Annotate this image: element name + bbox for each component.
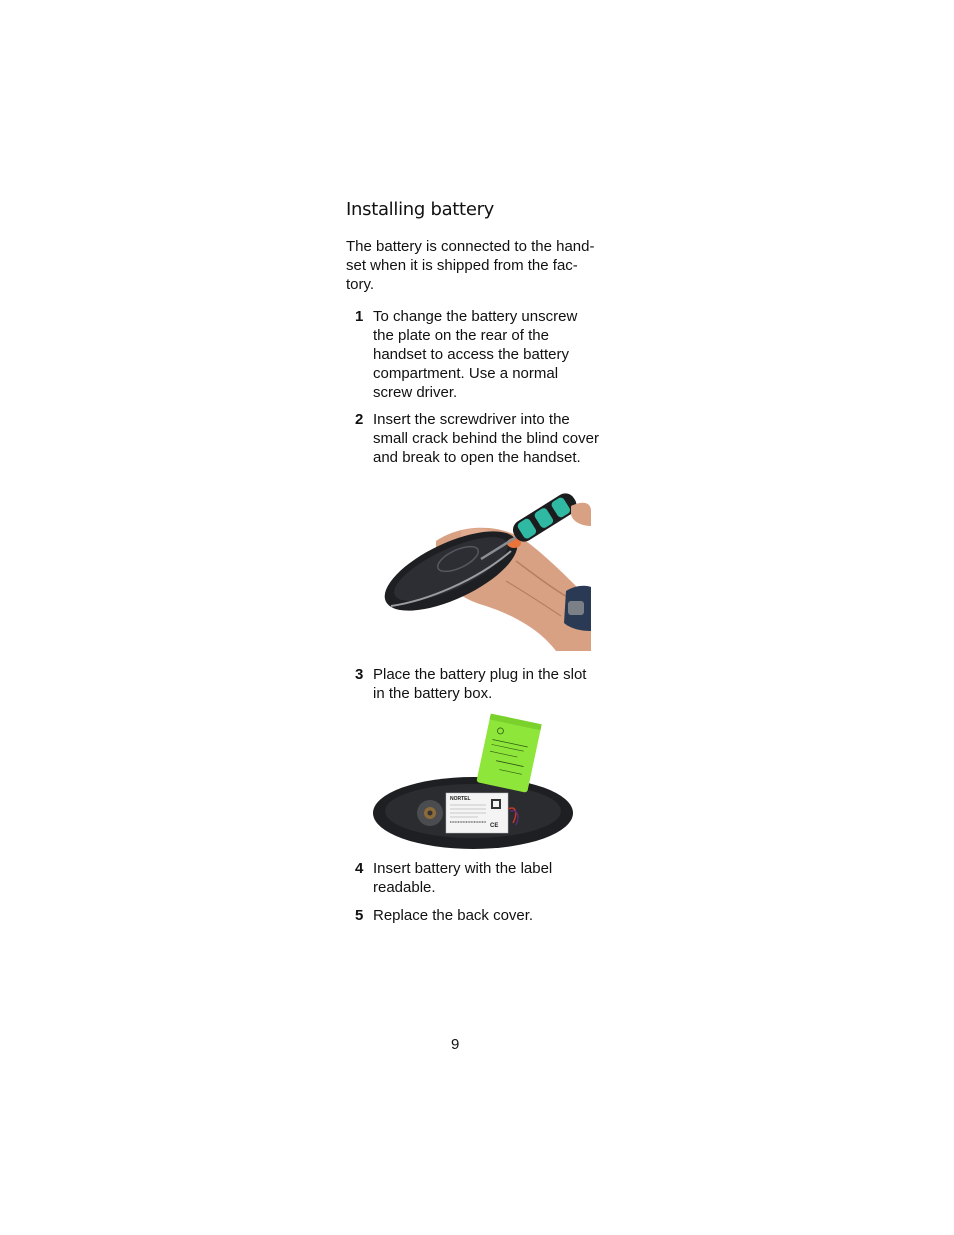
step-line: small crack behind the blind cover (373, 430, 599, 447)
step-line: Replace the back cover. (373, 907, 534, 924)
intro-line: The battery is connected to the hand- (346, 238, 595, 255)
step-number: 2 (355, 411, 364, 428)
step-text (373, 307, 577, 402)
step-line: and break to open the handset. (373, 449, 581, 466)
intro-line: set when it is shipped from the fac- (346, 257, 578, 274)
step-text (373, 906, 533, 925)
step-text (373, 859, 552, 897)
step-number: 5 (355, 907, 364, 924)
step-number: 3 (355, 666, 364, 683)
step-line: Insert battery with the label (373, 860, 553, 877)
step-line: in the battery box. (373, 685, 493, 702)
label-brand: NORTEL (450, 796, 471, 802)
svg-text:CE: CE (490, 823, 499, 829)
step-text (373, 410, 599, 467)
intro-paragraph (346, 237, 611, 294)
figure-battery-box (368, 713, 578, 853)
section-title: Installing battery (346, 199, 495, 220)
step-line: screw driver. (373, 384, 458, 401)
step-line: handset to access the battery (373, 346, 569, 363)
open-handset-photo (366, 481, 591, 651)
step-number: 1 (355, 308, 364, 325)
step-line: the plate on the rear of the (373, 327, 549, 344)
page-number: 9 (451, 1036, 460, 1053)
step-number: 4 (355, 860, 364, 877)
battery-box-photo (368, 713, 578, 853)
step-line: To change the battery unscrew (373, 308, 578, 325)
intro-line: tory. (346, 276, 375, 293)
step-text (373, 665, 586, 703)
step-line: readable. (373, 879, 436, 896)
figure-open-handset (366, 481, 591, 651)
step-line: Insert the screwdriver into the (373, 411, 570, 428)
step-line: Place the battery plug in the slot (373, 666, 587, 683)
step-line: compartment. Use a normal (373, 365, 559, 382)
